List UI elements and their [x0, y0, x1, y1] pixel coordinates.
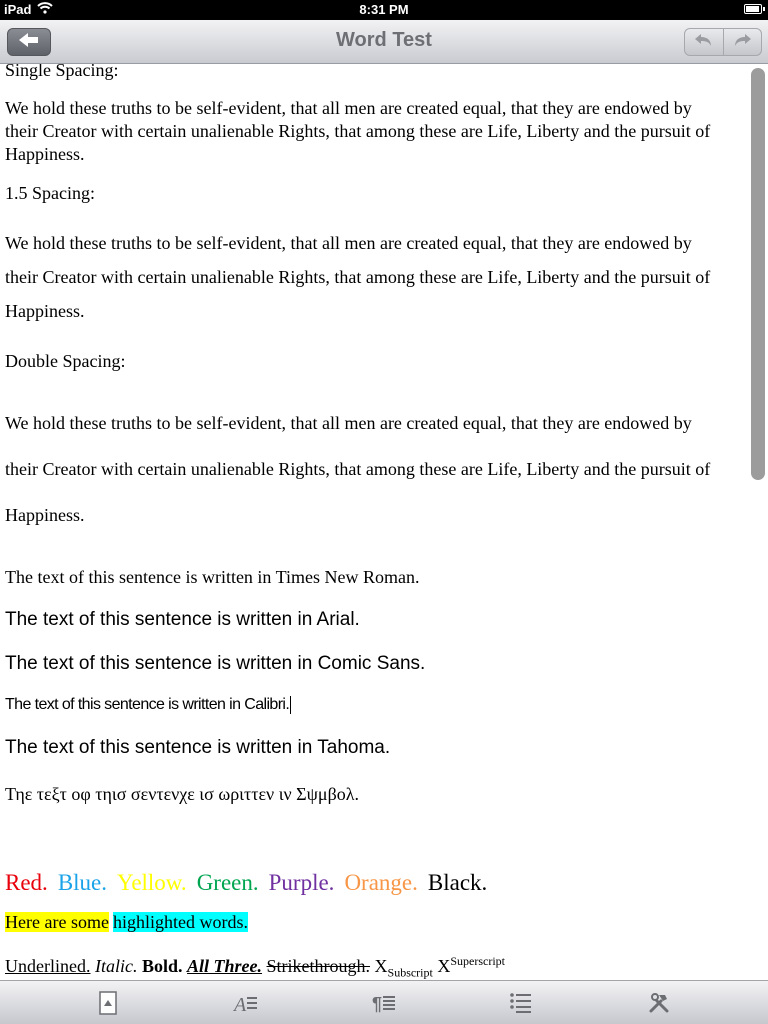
underlined-text: Underlined. — [5, 956, 91, 976]
italic-text: Italic. — [94, 956, 138, 976]
subscript-base: X — [374, 956, 388, 976]
font-calibri-line — [5, 696, 753, 714]
bottom-toolbar — [0, 980, 768, 1024]
vertical-scrollbar[interactable] — [751, 68, 765, 480]
document-area[interactable] — [0, 64, 768, 980]
font-times-line: The text of this sentence is written in Times New Roman. — [5, 567, 420, 587]
bold-text: Bold. — [141, 956, 183, 976]
undo-icon — [693, 31, 715, 54]
highlight-cyan: highlighted words. — [112, 912, 248, 932]
font-tahoma-line: The text of this sentence is written in Tahoma. — [5, 737, 391, 758]
color-word-green: Green. — [196, 870, 259, 895]
color-word-black: Black. — [427, 870, 488, 895]
single-line-2: their Creator with certain unalienable Rights, that among these are Life, Liberty and the pursuit of — [5, 121, 711, 141]
navigation-bar — [0, 20, 768, 64]
heading-onefive-spacing: 1.5 Spacing: — [5, 183, 95, 203]
color-word-purple: Purple. — [268, 870, 335, 895]
undo-redo-group — [684, 28, 762, 56]
status-bar — [0, 0, 768, 20]
all-three-text: All Three. — [187, 956, 263, 976]
heading-double-spacing: Double Spacing: — [5, 351, 126, 371]
double-line-1: We hold these truths to be self-evident, that all men are created equal, that they are endowed by — [5, 413, 692, 433]
document-icon[interactable] — [95, 990, 121, 1016]
document-title: Word Test — [336, 29, 432, 51]
highlight-line — [5, 912, 753, 933]
color-word-red: Red. — [5, 870, 48, 895]
battery-icon — [744, 4, 762, 14]
double-line-3: Happiness. — [5, 505, 85, 525]
tools-icon[interactable] — [646, 990, 672, 1016]
redo-button[interactable] — [724, 29, 762, 55]
single-line-1: We hold these truths to be self-evident, that all men are created equal, that they are endowed by — [5, 98, 692, 118]
color-word-blue: Blue. — [57, 870, 108, 895]
onefive-line-2: their Creator with certain unalienable Rights, that among these are Life, Liberty and the pursuit of — [5, 267, 711, 287]
svg-text:A: A — [234, 994, 247, 1015]
heading-single-spacing: Single Spacing: — [5, 64, 119, 80]
list-icon[interactable] — [508, 990, 534, 1016]
font-arial-line: The text of this sentence is written in Arial. — [5, 609, 360, 630]
subscript-text: Subscript — [387, 965, 433, 980]
onefive-line-1: We hold these truths to be self-evident, that all men are created equal, that they are endowed by — [5, 233, 692, 253]
strikethrough-text: Strikethrough. — [266, 956, 371, 976]
status-time: 8:31 PM — [359, 2, 409, 17]
redo-icon — [731, 31, 753, 54]
superscript-base: X — [437, 956, 451, 976]
highlight-yellow: Here are some — [5, 912, 109, 932]
paragraph-icon[interactable] — [371, 990, 397, 1016]
single-line-3: Happiness. — [5, 144, 85, 164]
superscript-text: Superscript — [450, 954, 506, 968]
double-line-2: their Creator with certain unalienable Rights, that among these are Life, Liberty and the pursuit of — [5, 459, 711, 479]
text-cursor — [290, 696, 291, 714]
color-word-yellow: Yellow. — [117, 870, 187, 895]
svg-text:¶: ¶ — [372, 994, 383, 1014]
text-style-icon[interactable] — [233, 990, 259, 1016]
color-words-line — [5, 870, 753, 896]
font-symbol-line: Τηε τεξτ οφ τηισ σεντενχε ισ ωριττεν ιν Σψμβολ. — [5, 784, 359, 804]
color-word-orange: Orange. — [344, 870, 418, 895]
text-styles-line — [5, 954, 753, 980]
font-comic-line: The text of this sentence is written in Comic Sans. — [5, 653, 426, 674]
undo-button[interactable] — [685, 29, 724, 55]
onefive-line-3: Happiness. — [5, 301, 85, 321]
device-name: iPad — [4, 2, 32, 17]
font-calibri-text: The text of this sentence is written in Calibri. — [5, 696, 290, 714]
